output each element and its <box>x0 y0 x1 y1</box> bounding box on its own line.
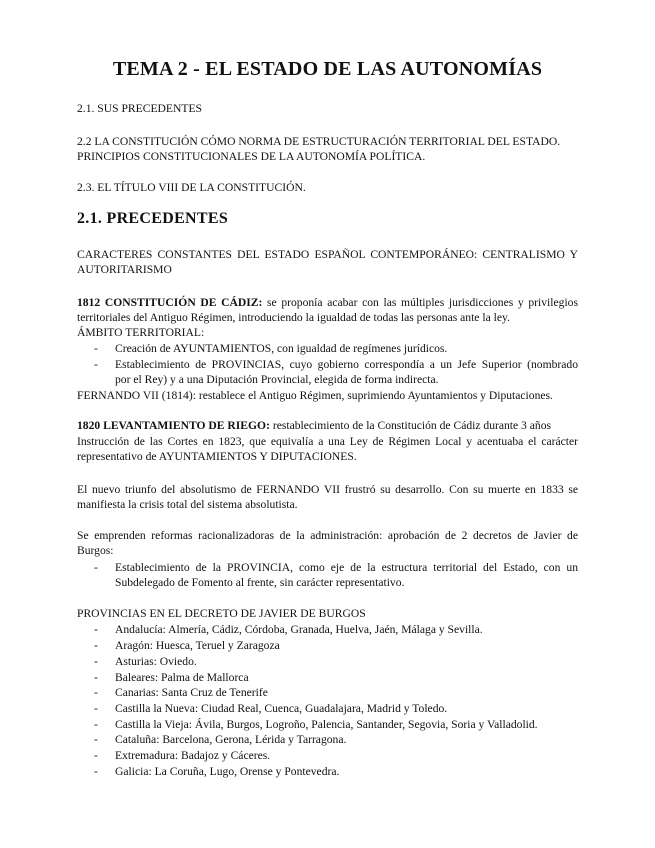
list-item: Cataluña: Barcelona, Gerona, Lérida y Tarragona. <box>115 733 347 746</box>
list-item: Aragón: Huesca, Teruel y Zaragoza <box>115 639 280 652</box>
list-item: Castilla la Vieja: Ávila, Burgos, Logroño, Palencia, Santander, Segovia, Soria y Valladolid. <box>115 718 538 731</box>
list-item: Extremadura: Badajoz y Cáceres. <box>115 749 271 762</box>
cadiz-paragraph-line-1 <box>77 295 578 310</box>
reformas-bullet-line-1: Establecimiento de la PROVINCIA, como eje de la estructura territorial del Estado, con un <box>115 561 578 574</box>
bullet-marker: - <box>94 639 98 652</box>
list-item: Galicia: La Coruña, Lugo, Orense y Pontevedra. <box>115 765 340 778</box>
bullet-marker: - <box>94 702 98 715</box>
fernando-vii: FERNANDO VII (1814): restablece el Antiguo Régimen, suprimiendo Ayuntamientos y Diputaciones. <box>77 389 553 402</box>
riego-text: restablecimiento de la Constitución de Cádiz durante 3 años <box>269 419 552 432</box>
bullet-marker: - <box>94 749 98 762</box>
toc-item-2-line-2: PRINCIPIOS CONSTITUCIONALES DE LA AUTONOMÍA POLÍTICA. <box>77 150 426 163</box>
bullet-marker: - <box>94 358 98 371</box>
cadiz-bullet-1: Creación de AYUNTAMIENTOS, con igualdad de regímenes jurídicos. <box>115 342 448 355</box>
cadiz-paragraph-line-2: territoriales del Antiguo Régimen, introduciendo la igualdad de todas las personas ante la ley. <box>77 311 510 324</box>
riego-paragraph-line-3: representativo de AYUNTAMIENTOS Y DIPUTACIONES. <box>77 450 357 463</box>
bullet-marker: - <box>94 686 98 699</box>
toc-item-3: 2.3. EL TÍTULO VIII DE LA CONSTITUCIÓN. <box>77 181 306 194</box>
bullet-marker: - <box>94 733 98 746</box>
list-item: Castilla la Nueva: Ciudad Real, Cuenca, Guadalajara, Madrid y Toledo. <box>115 702 448 715</box>
bullet-marker: - <box>94 561 98 574</box>
bullet-marker: - <box>94 718 98 731</box>
cadiz-bullet-2-line-1: Establecimiento de PROVINCIAS, cuyo gobierno correspondía a un Jefe Superior (nombrado <box>115 358 578 371</box>
section-heading: 2.1. PRECEDENTES <box>77 210 229 227</box>
toc-item-1: 2.1. SUS PRECEDENTES <box>77 102 202 115</box>
section-subtitle-line-2: AUTORITARISMO <box>77 263 172 276</box>
riego-label: 1820 LEVANTAMIENTO DE RIEGO: <box>77 419 270 432</box>
list-item: Baleares: Palma de Mallorca <box>115 671 249 684</box>
provincias-heading: PROVINCIAS EN EL DECRETO DE JAVIER DE BURGOS <box>77 607 366 620</box>
absolutismo-line-2: manifiesta la crisis total del sistema absolutista. <box>77 498 298 511</box>
riego-paragraph-line-2: Instrucción de las Cortes en 1823, que equivalía a una Ley de Régimen Local y acentuaba el carácter <box>77 435 578 448</box>
riego-paragraph-line-1 <box>77 418 551 433</box>
list-item: Canarias: Santa Cruz de Tenerife <box>115 686 268 699</box>
list-item: Andalucía: Almería, Cádiz, Córdoba, Granada, Huelva, Jaén, Málaga y Sevilla. <box>115 623 483 636</box>
bullet-marker: - <box>94 671 98 684</box>
page-title: TEMA 2 - EL ESTADO DE LAS AUTONOMÍAS <box>112 58 543 80</box>
bullet-marker: - <box>94 623 98 636</box>
section-subtitle-line-1: CARACTERES CONSTANTES DEL ESTADO ESPAÑOL CONTEMPORÁNEO: CENTRALISMO Y <box>77 248 578 261</box>
bullet-marker: - <box>94 655 98 668</box>
cadiz-bullet-2-line-2: por el Rey) y a una Diputación Provincial, elegida de forma indirecta. <box>115 373 439 386</box>
reformas-bullet-line-2: Subdelegado de Fomento al frente, sin carácter representativo. <box>115 576 405 589</box>
bullet-marker: - <box>94 342 98 355</box>
reformas-line-1: Se emprenden reformas racionalizadoras de la administración: aprobación de 2 decretos de Javier de <box>77 529 578 542</box>
reformas-line-2: Burgos: <box>77 544 114 557</box>
toc-item-2-line-1: 2.2 LA CONSTITUCIÓN CÓMO NORMA DE ESTRUCTURACIÓN TERRITORIAL DEL ESTADO. <box>77 135 561 148</box>
absolutismo-line-1: El nuevo triunfo del absolutismo de FERNANDO VII frustró su desarrollo. Con su muerte en 1833 se <box>77 483 578 496</box>
ambito-territorial: ÁMBITO TERRITORIAL: <box>77 326 205 339</box>
cadiz-text: se proponía acabar con las múltiples jurisdicciones y privilegios <box>262 296 578 309</box>
bullet-marker: - <box>94 765 98 778</box>
list-item: Asturias: Oviedo. <box>115 655 197 668</box>
cadiz-label: 1812 CONSTITUCIÓN DE CÁDIZ: <box>77 296 263 309</box>
